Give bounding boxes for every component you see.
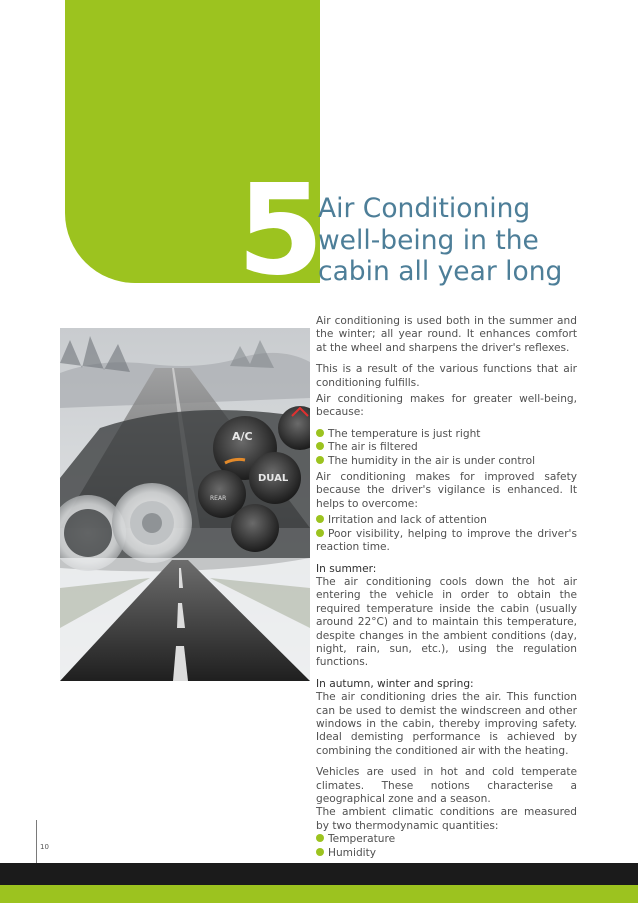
list-item: The humidity in the air is under control [316,455,577,468]
title-line-3: cabin all year long [318,256,563,287]
rear-label: REAR [210,495,227,502]
bullet-dot-icon [316,456,324,464]
page-number: 10 [40,843,49,851]
summer-paragraph: The air conditioning cools down the hot air entering the vehicle in order to obtain the required temperature inside the cabin (usually around 22°C) and to maintain this temperature, despite changes in the ambient conditions (day, night, rain, sun, etc.), using the regulation functions. [316,575,577,669]
bullet-dot-icon [316,834,324,842]
ambient-paragraph: The ambient climatic conditions are measured by two thermodynamic quantities: [316,806,577,832]
summer-heading: In summer: [316,562,377,575]
footer-green-band [0,885,638,903]
autumn-paragraph: The air conditioning dries the air. This function can be used to demist the windscreen and other windows in the cabin, thereby improving safety. Ideal demisting performance is achieved by combining the conditioned air with the heating. [316,691,577,757]
bullet-dot-icon [316,429,324,437]
intro-paragraph: Air conditioning is used both in the summer and the winter; all year round. It enhances comfort at the wheel and sharpens the driver's reflexes. [316,315,577,354]
title-line-2: well-being in the [318,224,539,256]
list-item: Poor visibility, helping to improve the driver's reaction time. [316,527,577,554]
list-item: Humidity [316,847,577,860]
functions-paragraph: This is a result of the various functions that air conditioning fulfills. [316,363,577,389]
list-item: The temperature is just right [316,428,577,441]
bullet-dot-icon [316,529,324,537]
dual-label: DUAL [258,473,289,484]
body-text [316,315,577,860]
climates-paragraph: Vehicles are used in hot and cold temperate climates. These notions characterise a geographical zone and a season. [316,766,577,805]
title-line-1: Air Conditioning [318,193,531,224]
chapter-number: 5 [237,158,320,303]
list-item: Irritation and lack of attention [316,514,577,527]
page-title [318,193,618,288]
list-item: Temperature [316,833,577,846]
ac-label: A/C [232,430,253,443]
dashboard-winter-road-photo [60,328,310,681]
list-item: The air is filtered [316,441,577,454]
bullet-dot-icon [316,442,324,450]
footer-dark-band [0,863,638,885]
wellbeing-lead: Air conditioning makes for greater well-being, because: [316,393,577,419]
autumn-heading: In autumn, winter and spring: [316,677,474,690]
bullet-dot-icon [316,848,324,856]
bullet-dot-icon [316,515,324,523]
safety-lead: Air conditioning makes for improved safety because the driver's vigilance is enhanced. It helps to overcome: [316,471,577,510]
